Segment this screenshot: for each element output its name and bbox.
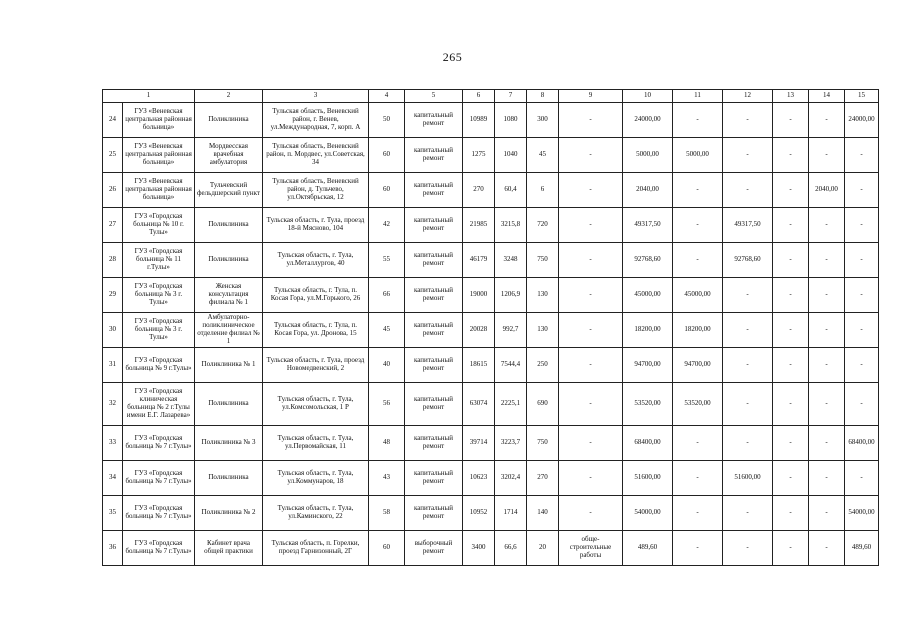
table-cell: 3202,4 [495, 461, 527, 496]
table-cell: капитальный ремонт [405, 278, 463, 313]
table-cell: 33 [103, 426, 123, 461]
column-header: 12 [723, 90, 773, 103]
table-cell: 18200,00 [623, 313, 673, 348]
column-header: 10 [623, 90, 673, 103]
table-cell: - [809, 243, 845, 278]
table-cell: - [559, 138, 623, 173]
table-row [103, 531, 879, 566]
table-cell: - [773, 426, 809, 461]
table-cell: 25 [103, 138, 123, 173]
table-cell: обще-строительные работы [559, 531, 623, 566]
table-cell: 1714 [495, 496, 527, 531]
table-cell: 28 [103, 243, 123, 278]
table-cell: - [809, 348, 845, 383]
table-cell: 18615 [463, 348, 495, 383]
table-cell: Тульская область, г. Тула, проезд Новомедвенский, 2 [263, 348, 369, 383]
table-cell: капитальный ремонт [405, 383, 463, 426]
table-cell: капитальный ремонт [405, 461, 463, 496]
table-cell: 130 [527, 313, 559, 348]
table-cell: 27 [103, 208, 123, 243]
table-cell: Тульская область, г. Тула, п. Косая Гора, ул.М.Горького, 26 [263, 278, 369, 313]
table-cell: - [559, 496, 623, 531]
table-cell: 1206,9 [495, 278, 527, 313]
table-cell: 31 [103, 348, 123, 383]
table-cell: 18200,00 [673, 313, 723, 348]
table-cell: - [809, 313, 845, 348]
table-cell: Поликлиника № 3 [195, 426, 263, 461]
table-cell: 270 [463, 173, 495, 208]
table-cell: 750 [527, 426, 559, 461]
table-cell: - [773, 383, 809, 426]
column-header: 13 [773, 90, 809, 103]
table-cell: - [809, 103, 845, 138]
table-cell: 19000 [463, 278, 495, 313]
table-cell: - [673, 243, 723, 278]
table-cell: капитальный ремонт [405, 243, 463, 278]
table-cell: капитальный ремонт [405, 426, 463, 461]
table-cell: - [723, 278, 773, 313]
table-cell: ГУЗ «Городская больница № 11 г.Тулы» [123, 243, 195, 278]
table-cell: 140 [527, 496, 559, 531]
table-cell: капитальный ремонт [405, 103, 463, 138]
table-cell: ГУЗ «Городская больница № 7 г.Тулы» [123, 496, 195, 531]
table-cell: 46179 [463, 243, 495, 278]
table-cell: Тульская область, Веневский район, д. Тульчево, ул.Октябрьская, 12 [263, 173, 369, 208]
column-header: 11 [673, 90, 723, 103]
table-cell: - [773, 461, 809, 496]
table-cell: Тульская область, г. Тула, ул.Комсомольская, 1 Р [263, 383, 369, 426]
table-cell: 55 [369, 243, 405, 278]
table-cell: - [773, 278, 809, 313]
table-cell: - [723, 383, 773, 426]
column-header: 15 [845, 90, 879, 103]
table-cell: - [845, 278, 879, 313]
table-cell: 94700,00 [673, 348, 723, 383]
table-row [103, 426, 879, 461]
table-cell: - [723, 138, 773, 173]
table-cell: Амбулаторно-поликлиническое отделение филиал № 1 [195, 313, 263, 348]
table-cell: 92768,60 [723, 243, 773, 278]
table-cell: - [673, 103, 723, 138]
table-cell: - [723, 348, 773, 383]
table-cell: 43 [369, 461, 405, 496]
table-cell: Поликлиника № 2 [195, 496, 263, 531]
table-cell: 7544,4 [495, 348, 527, 383]
table-cell: - [673, 173, 723, 208]
table-cell: - [723, 426, 773, 461]
table-cell: - [559, 348, 623, 383]
table-cell: Мордвесская врачебная амбулатория [195, 138, 263, 173]
table-cell: 2225,1 [495, 383, 527, 426]
column-header: 1 [103, 90, 195, 103]
table-cell: 42 [369, 208, 405, 243]
table-cell: капитальный ремонт [405, 173, 463, 208]
table-cell: 3400 [463, 531, 495, 566]
table-cell: - [845, 138, 879, 173]
table-cell: - [559, 208, 623, 243]
table-cell: - [559, 243, 623, 278]
table-cell: - [559, 313, 623, 348]
table-cell: Тульская область, Веневский район, п. Мордвес, ул.Советская, 34 [263, 138, 369, 173]
table-cell: 2040,00 [623, 173, 673, 208]
table-cell: 26 [103, 173, 123, 208]
table-cell: Женская консультация филиала № 1 [195, 278, 263, 313]
table-cell: 50 [369, 103, 405, 138]
table-cell: - [845, 383, 879, 426]
table-cell: 34 [103, 461, 123, 496]
table-cell: Поликлиника [195, 383, 263, 426]
table-cell: 51600,00 [723, 461, 773, 496]
table-cell: Поликлиника № 1 [195, 348, 263, 383]
table-cell: - [673, 426, 723, 461]
table-cell: 2040,00 [809, 173, 845, 208]
table-cell: ГУЗ «Городская больница № 3 г. Тулы» [123, 278, 195, 313]
table-cell: 5000,00 [673, 138, 723, 173]
table-cell: - [845, 313, 879, 348]
table-cell: Поликлиника [195, 461, 263, 496]
table-cell: Кабинет врача общей практики [195, 531, 263, 566]
table-cell: ГУЗ «Городская больница № 9 г.Тулы» [123, 348, 195, 383]
column-header: 4 [369, 90, 405, 103]
table-cell: - [773, 103, 809, 138]
table-cell: 1080 [495, 103, 527, 138]
table-cell: 45 [369, 313, 405, 348]
table-cell: 6 [527, 173, 559, 208]
table-cell: 66,6 [495, 531, 527, 566]
table-cell: 489,60 [623, 531, 673, 566]
table-cell: 40 [369, 348, 405, 383]
table-cell: 94700,00 [623, 348, 673, 383]
table-cell: 750 [527, 243, 559, 278]
table-cell: 24 [103, 103, 123, 138]
table-cell: Тульская область, г. Тула, ул.Первомайская, 11 [263, 426, 369, 461]
table-cell: 29 [103, 278, 123, 313]
table-cell: - [773, 208, 809, 243]
table-cell: выборочный ремонт [405, 531, 463, 566]
table-cell: ГУЗ «Городская больница № 7 г.Тулы» [123, 461, 195, 496]
table-cell: 56 [369, 383, 405, 426]
table-cell: 39714 [463, 426, 495, 461]
table-cell: - [809, 531, 845, 566]
table-cell: ГУЗ «Городская клиническая больница № 2 г.Тулы имени Е.Г. Лазарева» [123, 383, 195, 426]
table-cell: капитальный ремонт [405, 138, 463, 173]
table-cell: капитальный ремонт [405, 496, 463, 531]
table-row [103, 103, 879, 138]
table-row [103, 383, 879, 426]
table-cell: 49317,50 [723, 208, 773, 243]
table-cell: 54000,00 [623, 496, 673, 531]
table-cell: Поликлиника [195, 243, 263, 278]
table-row [103, 348, 879, 383]
table-cell: Поликлиника [195, 103, 263, 138]
table-cell: Тульская область, г. Тула, ул.Каминского, 22 [263, 496, 369, 531]
table-cell: - [809, 208, 845, 243]
table-cell: - [773, 348, 809, 383]
table-cell: 20 [527, 531, 559, 566]
table-cell: - [559, 173, 623, 208]
table-cell: 36 [103, 531, 123, 566]
table-cell: - [673, 461, 723, 496]
table-cell: ГУЗ «Городская больница № 7 г.Тулы» [123, 426, 195, 461]
table-cell: Поликлиника [195, 208, 263, 243]
table-cell: 68400,00 [845, 426, 879, 461]
table-cell: капитальный ремонт [405, 208, 463, 243]
table-cell: 53520,00 [623, 383, 673, 426]
table-row [103, 243, 879, 278]
table-cell: 1040 [495, 138, 527, 173]
facilities-table [102, 89, 878, 566]
table-cell: - [559, 383, 623, 426]
table-cell: 3223,7 [495, 426, 527, 461]
table-cell: - [559, 461, 623, 496]
table-row [103, 208, 879, 243]
table-cell: - [809, 461, 845, 496]
table-cell: Тульская область, г. Тула, ул.Металлургов, 40 [263, 243, 369, 278]
table-row [103, 461, 879, 496]
table-cell: 60,4 [495, 173, 527, 208]
table-cell: ГУЗ «Городская больница № 10 г. Тулы» [123, 208, 195, 243]
table-cell: 53520,00 [673, 383, 723, 426]
column-header: 6 [463, 90, 495, 103]
table-row [103, 496, 879, 531]
table-cell: - [845, 348, 879, 383]
table-cell: - [845, 173, 879, 208]
table-cell: 35 [103, 496, 123, 531]
table-row [103, 313, 879, 348]
table-cell: 3248 [495, 243, 527, 278]
table-cell: ГУЗ «Городская больница № 3 г. Тулы» [123, 313, 195, 348]
table-cell: ГУЗ «Веневская центральная районная больница» [123, 173, 195, 208]
table-cell: - [559, 103, 623, 138]
column-header: 7 [495, 90, 527, 103]
table-cell: - [809, 383, 845, 426]
table-cell: капитальный ремонт [405, 348, 463, 383]
table-cell: - [559, 278, 623, 313]
table-cell: 60 [369, 531, 405, 566]
page-number: 265 [442, 50, 463, 64]
table-cell: - [845, 243, 879, 278]
table-cell: 30 [103, 313, 123, 348]
column-header: 14 [809, 90, 845, 103]
table-cell: Тульская область, г. Тула, ул.Коммунаров, 18 [263, 461, 369, 496]
table-cell: - [723, 496, 773, 531]
table-cell: - [845, 461, 879, 496]
table-cell: - [773, 496, 809, 531]
table-cell: 3215,8 [495, 208, 527, 243]
table-cell: - [773, 243, 809, 278]
table-cell: - [809, 278, 845, 313]
table-cell: Тульская область, п. Горелки, проезд Гарнизонный, 2Г [263, 531, 369, 566]
column-header: 8 [527, 90, 559, 103]
table-cell: 58 [369, 496, 405, 531]
table-cell: 24000,00 [623, 103, 673, 138]
table-cell: 10952 [463, 496, 495, 531]
table-cell: - [673, 531, 723, 566]
table-cell: 21985 [463, 208, 495, 243]
table-cell: 54000,00 [845, 496, 879, 531]
table-cell: 489,60 [845, 531, 879, 566]
table-cell: - [809, 496, 845, 531]
table-cell: 92768,60 [623, 243, 673, 278]
table-cell: 24000,00 [845, 103, 879, 138]
column-header: 9 [559, 90, 623, 103]
table-cell: 690 [527, 383, 559, 426]
table-cell: Тульская область, Веневский район, г. Венев, ул.Международная, 7, корп. А [263, 103, 369, 138]
table-cell: 49317,50 [623, 208, 673, 243]
table-cell: 250 [527, 348, 559, 383]
table-cell: 300 [527, 103, 559, 138]
table-cell: 63074 [463, 383, 495, 426]
table-cell: - [773, 138, 809, 173]
table-row [103, 138, 879, 173]
table-cell: капитальный ремонт [405, 313, 463, 348]
table-row [103, 173, 879, 208]
table-cell: 720 [527, 208, 559, 243]
table-cell: - [773, 173, 809, 208]
table-cell: - [723, 103, 773, 138]
table-cell: ГУЗ «Веневская центральная районная больница» [123, 138, 195, 173]
table-header-row [103, 90, 879, 103]
table-cell: 10623 [463, 461, 495, 496]
table-cell: Тульская область, г. Тула, проезд 18-й Мясново, 104 [263, 208, 369, 243]
table-cell: - [845, 208, 879, 243]
table-cell: 68400,00 [623, 426, 673, 461]
column-header: 3 [263, 90, 369, 103]
table-cell: 992,7 [495, 313, 527, 348]
table-cell: - [809, 138, 845, 173]
table-cell: 51600,00 [623, 461, 673, 496]
table-cell: ГУЗ «Веневская центральная районная больница» [123, 103, 195, 138]
table-cell: - [673, 208, 723, 243]
table-cell: 1275 [463, 138, 495, 173]
table-cell: Тульская область, г. Тула, п. Косая Гора, ул. Дронова, 15 [263, 313, 369, 348]
table-cell: Тульчевский фельдшерский пункт [195, 173, 263, 208]
table-cell: 20028 [463, 313, 495, 348]
table-cell: 45 [527, 138, 559, 173]
table-cell: 60 [369, 173, 405, 208]
table-row [103, 278, 879, 313]
table-cell: 66 [369, 278, 405, 313]
table-cell: 45000,00 [673, 278, 723, 313]
table-cell: - [723, 173, 773, 208]
table-cell: 10989 [463, 103, 495, 138]
table-cell: 130 [527, 278, 559, 313]
table-cell: - [773, 313, 809, 348]
table-cell: 5000,00 [623, 138, 673, 173]
table-cell: - [559, 426, 623, 461]
table-cell: - [809, 426, 845, 461]
table-cell: - [773, 531, 809, 566]
table-cell: - [723, 531, 773, 566]
column-header: 2 [195, 90, 263, 103]
table-cell: 32 [103, 383, 123, 426]
table-cell: - [673, 496, 723, 531]
table-cell: 48 [369, 426, 405, 461]
table-cell: - [723, 313, 773, 348]
table-cell: ГУЗ «Городская больница № 7 г.Тулы» [123, 531, 195, 566]
table-cell: 45000,00 [623, 278, 673, 313]
column-header: 5 [405, 90, 463, 103]
table-cell: 60 [369, 138, 405, 173]
table-cell: 270 [527, 461, 559, 496]
